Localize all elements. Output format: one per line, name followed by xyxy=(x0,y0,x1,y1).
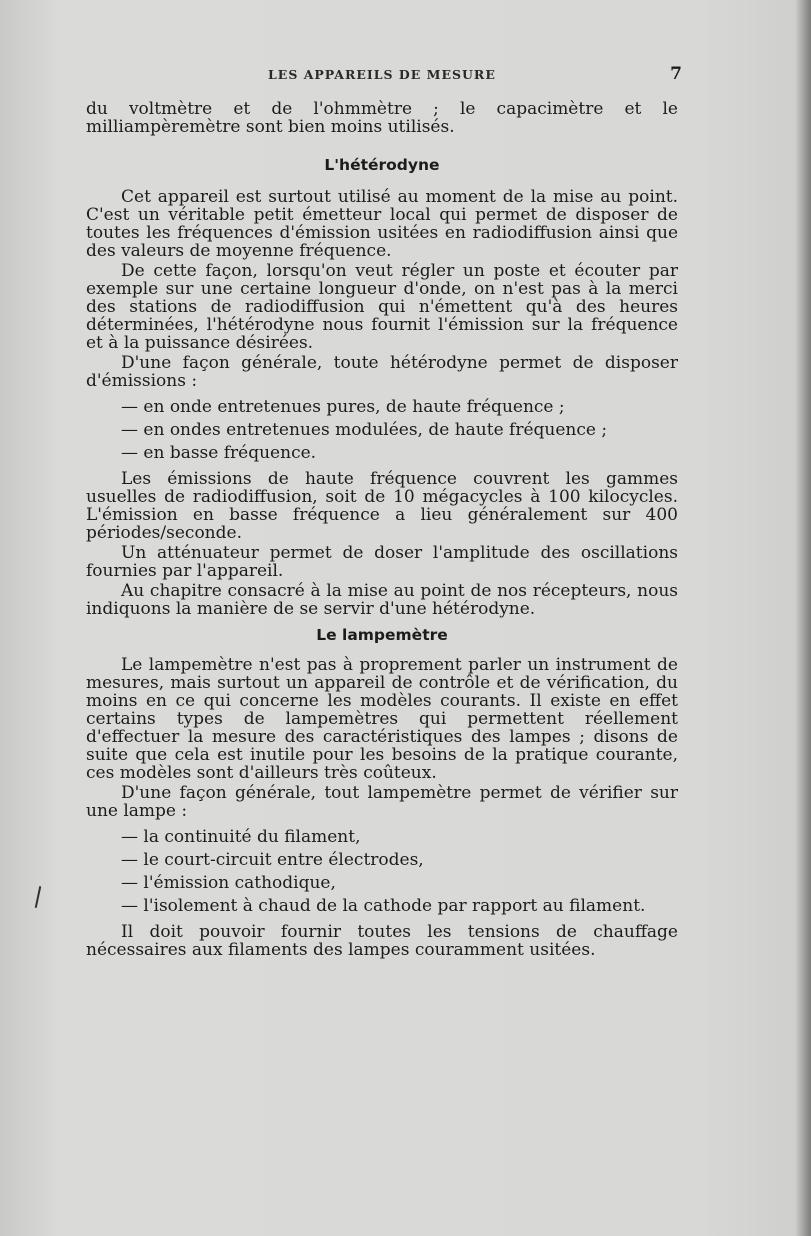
paragraph: Un atténuateur permet de doser l'amplitude des oscillations fournies par l'appareil. xyxy=(86,543,678,581)
page-header xyxy=(86,64,682,86)
list-item: — en onde entretenues pures, de haute fréquence ; xyxy=(121,397,565,417)
section-heading-heterodyne: L'hétérodyne xyxy=(324,156,440,174)
list-item: — la continuité du filament, xyxy=(121,827,361,847)
paragraph: du voltmètre et de l'ohmmètre ; le capacimètre et le milliampèremètre sont bien moins utilisés. xyxy=(86,99,678,137)
paragraph: Cet appareil est surtout utilisé au moment de la mise au point. C'est un véritable petit émetteur local qui permet de disposer de toutes les fréquences d'émission usitées en radiodiffusion ainsi que des valeurs de moyenne fréquence. xyxy=(86,187,678,261)
paragraph: De cette façon, lorsqu'on veut régler un poste et écouter par exemple sur une certaine longueur d'onde, on n'est pas à la merci des stations de radiodiffusion qui n'émettent qu'à des heures déterminées, l'hétérodyne nous fournit l'émission sur la fréquence et à la puissance désirées. xyxy=(86,261,678,353)
list-item: — l'isolement à chaud de la cathode par rapport au filament. xyxy=(121,896,646,916)
list-item: — en basse fréquence. xyxy=(121,443,317,463)
page-number: 7 xyxy=(670,64,682,84)
paragraph: D'une façon générale, toute hétérodyne permet de disposer d'émissions : xyxy=(86,353,678,391)
list-item: — l'émission cathodique, xyxy=(121,873,336,893)
paragraph: D'une façon générale, tout lampemètre permet de vérifier sur une lampe : xyxy=(86,783,678,821)
list-item: — le court-circuit entre électrodes, xyxy=(121,850,424,870)
running-head: LES APPAREILS DE MESURE xyxy=(268,67,496,82)
list-item: — en ondes entretenues modulées, de haute fréquence ; xyxy=(121,420,608,440)
margin-pencil-mark xyxy=(35,886,42,908)
paragraph: Le lampemètre n'est pas à proprement parler un instrument de mesures, mais surtout un appareil de contrôle et de vérification, du moins en ce qui concerne les modèles courants. Il existe en effet certains types de lampemètres qui permettent réellement d'effectuer la mesure des caractéristiques des lampes ; disons de suite que cela est inutile pour les besoins de la pratique courante, ces modèles sont d'ailleurs très coûteux. xyxy=(86,655,678,783)
paragraph: Il doit pouvoir fournir toutes les tensions de chauffage nécessaires aux filaments des lampes couramment usitées. xyxy=(86,922,678,960)
paragraph: Au chapitre consacré à la mise au point de nos récepteurs, nous indiquons la manière de se servir d'une hétérodyne. xyxy=(86,581,678,619)
section-heading-lampemetre: Le lampemètre xyxy=(316,626,448,644)
paragraph: Les émissions de haute fréquence couvrent les gammes usuelles de radiodiffusion, soit de 10 mégacycles à 100 kilocycles. L'émission en basse fréquence a lieu généralement sur 400 périodes/seconde. xyxy=(86,469,678,543)
body-text xyxy=(86,100,678,959)
